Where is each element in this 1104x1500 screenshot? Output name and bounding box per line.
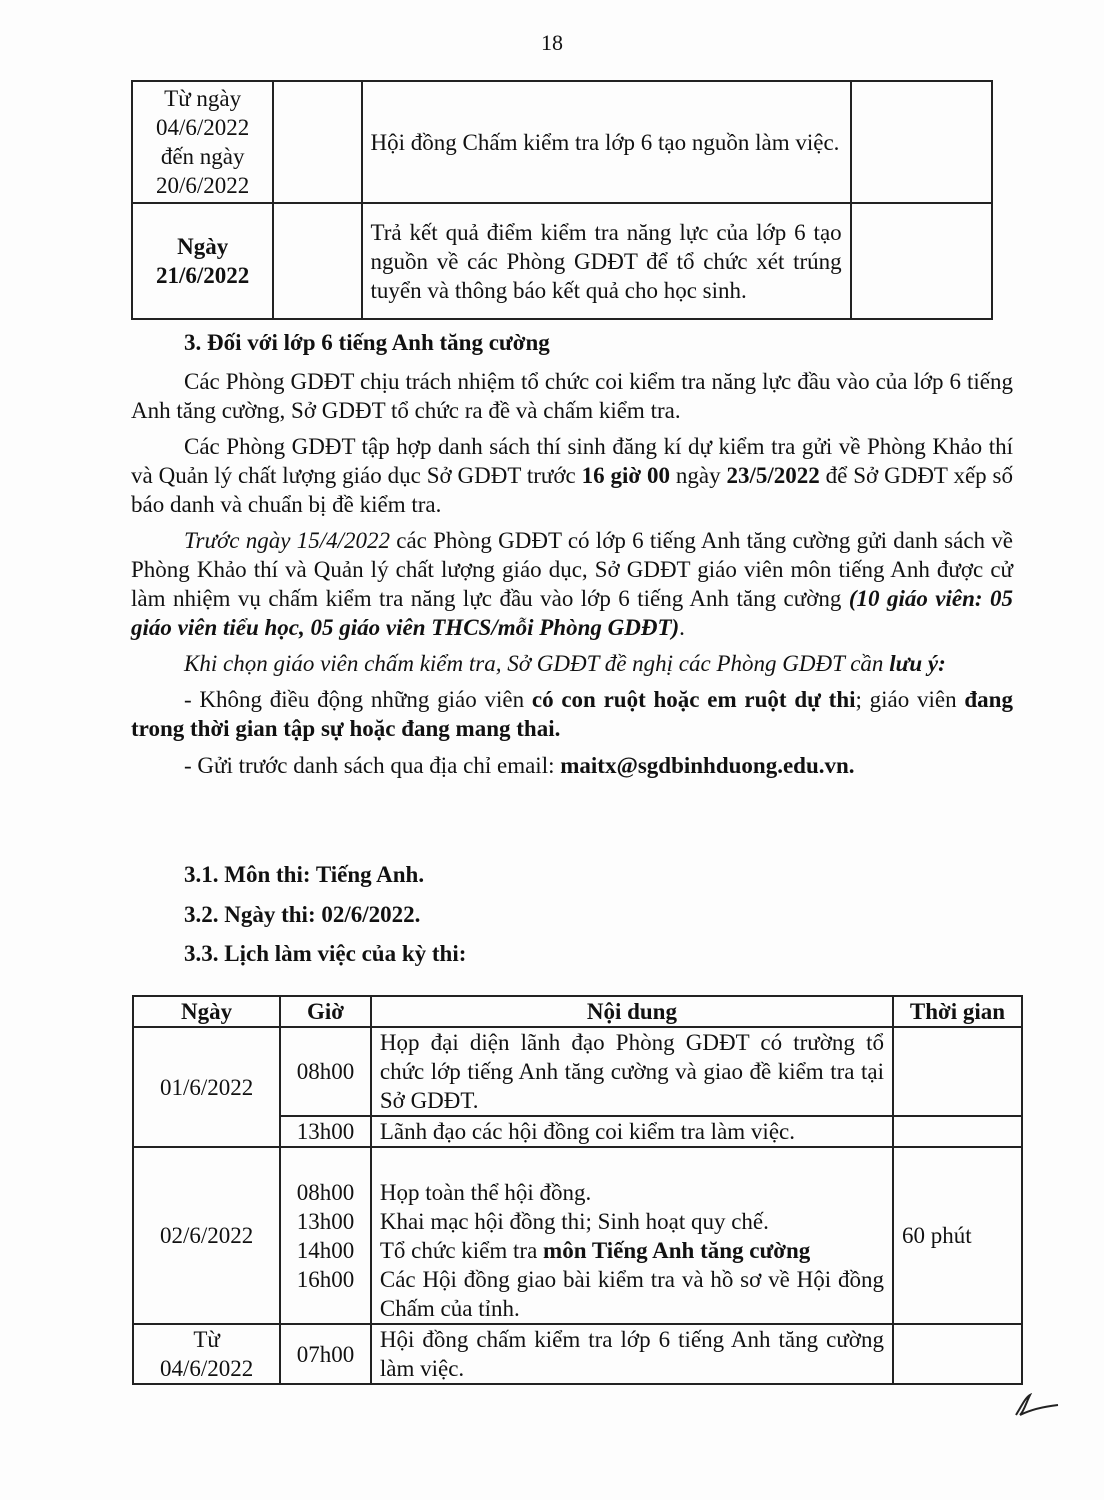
date-line: đến ngày [160,144,245,169]
table-header-row [133,996,1022,1027]
duration-cell: 60 phút [893,1147,1022,1324]
duration-cell [893,1116,1022,1147]
content-cell: Hội đồng Chấm kiểm tra lớp 6 tạo nguồn làm việc. [362,81,851,203]
column-header: Giờ [280,996,371,1027]
time-cell [273,81,361,203]
content-cell: Hội đồng chấm kiểm tra lớp 6 tiếng Anh tăng cường làm việc. [371,1324,893,1384]
text: các Phòng GDĐT có lớp 6 tiếng Anh tăng cường gửi danh sách về Phòng Khảo thí và Quản lý chất lượng giáo dục, Sở GDĐT giáo viên môn tiếng Anh được cử làm nhiệm vụ chấm kiểm tra năng lực đầu vào lớp 6 tiếng Anh tăng cường [131,528,1013,611]
table-row [133,1324,1022,1384]
paragraph-teachers [131,526,1013,642]
table-row [133,1027,1022,1116]
date-cell [132,81,273,203]
paragraph-responsibility: Các Phòng GDĐT chịu trách nhiệm tổ chức coi kiểm tra năng lực đầu vào của lớp 6 tiếng Anh tăng cường, Sở GDĐT tổ chức ra đề và chấm kiểm tra. [131,369,1013,423]
paragraph-note [131,649,1013,678]
section-heading: 3. Đối với lớp 6 tiếng Anh tăng cường [184,330,550,355]
content-cell [371,1147,893,1324]
text: ; giáo viên [855,687,965,712]
subheading-schedule: 3.3. Lịch làm việc của kỳ thi: [184,941,467,966]
section-body [131,367,1013,780]
time-cell [280,1147,371,1324]
duration-cell [893,1324,1022,1384]
text: - Gửi trước danh sách qua địa chỉ email: [184,753,561,778]
text: Các Phòng GDĐT tập hợp danh sách thí sinh đăng kí dự kiểm tra gửi về Phòng Khảo thí và Quản lý chất lượng giáo dục Sở GDĐT trước [131,434,1013,488]
text: để Sở GDĐT xếp số báo danh và chuẩn bị đề kiểm tra. [131,463,1013,517]
column-header: Thời gian [893,996,1022,1027]
deadline-text: Trước ngày 15/4/2022 [184,528,390,553]
content-line: Các Hội đồng giao bài kiểm tra và hồ sơ về Hội đồng Chấm của tỉnh. [379,1267,884,1321]
date-line: 21/6/2022 [156,263,250,288]
initial-signature-mark [1014,1393,1060,1419]
time-cell [273,203,361,319]
schedule-table-grade6-source [131,80,993,320]
time-entry: 08h00 [296,1180,355,1205]
note-cell [851,81,992,203]
date-cell: 01/6/2022 [133,1027,280,1147]
date-cell [133,1324,280,1384]
paragraph-email [131,751,1013,780]
date-line: 20/6/2022 [156,173,250,198]
subheading-exam-date: 3.2. Ngày thi: 02/6/2022. [184,902,421,927]
email-address: maitx@sgdbinhduong.edu.vn. [560,753,855,778]
column-header: Ngày [133,996,280,1027]
text-bold: đang trong thời gian tập sự hoặc đang mang thai. [131,687,1013,741]
deadline-time: 16 giờ 00 [581,463,671,488]
date-line: Từ [193,1327,220,1352]
paragraph-exclusion [131,685,1013,743]
duration-cell [893,1027,1022,1116]
text-bold: có con ruột hoặc em ruột dự thi [531,687,856,712]
table-row [133,1147,1022,1324]
exam-schedule-table [132,995,1023,1385]
table-row [132,81,992,203]
time-entry: 13h00 [296,1209,355,1234]
content-cell: Trả kết quả điểm kiểm tra năng lực của lớp 6 tạo nguồn về các Phòng GDĐT để tổ chức xét trúng tuyển và thông báo kết quả cho học sinh. [362,203,851,319]
time-cell: 08h00 [280,1027,371,1116]
time-entry: 14h00 [296,1238,355,1263]
date-line: 04/6/2022 [159,1356,254,1381]
content-line [380,1236,884,1265]
subject-name: môn Tiếng Anh tăng cường [543,1238,811,1263]
content-line: Họp toàn thể hội đồng. [379,1180,592,1205]
column-header: Nội dung [371,996,893,1027]
time-cell: 07h00 [280,1324,371,1384]
paragraph-registration [131,432,1013,519]
date-cell [132,203,273,319]
text: - Không điều động những giáo viên [184,687,532,712]
subheading-subject: 3.1. Môn thi: Tiếng Anh. [184,862,425,887]
text: ngày [670,463,727,488]
text: Tổ chức kiểm tra [379,1238,544,1263]
text: Khi chọn giáo viên chấm kiểm tra, Sở GDĐT đề nghị các Phòng GDĐT cần [184,651,890,676]
content-line: Khai mạc hội đồng thi; Sinh hoạt quy chế. [379,1209,769,1234]
date-line: 04/6/2022 [156,115,250,140]
table-row [132,203,992,319]
content-cell: Họp đại diện lãnh đạo Phòng GDĐT có trường tổ chức lớp tiếng Anh tăng cường và giao đề kiểm tra tại Sở GDĐT. [371,1027,893,1116]
note-label: lưu ý: [889,651,946,676]
time-entry: 16h00 [296,1267,355,1292]
content-cell: Lãnh đạo các hội đồng coi kiểm tra làm việc. [371,1116,893,1147]
date-line: Từ ngày [164,86,242,111]
date-cell: 02/6/2022 [133,1147,280,1324]
time-cell: 13h00 [280,1116,371,1147]
text: . [679,615,685,640]
deadline-date: 23/5/2022 [726,463,820,488]
date-line: Ngày [177,234,229,259]
teacher-quota: (10 giáo viên: 05 giáo viên tiểu học, 05 giáo viên THCS/mỗi Phòng GDĐT) [131,586,1013,640]
note-cell [851,203,992,319]
page-number: 18 [541,30,563,55]
